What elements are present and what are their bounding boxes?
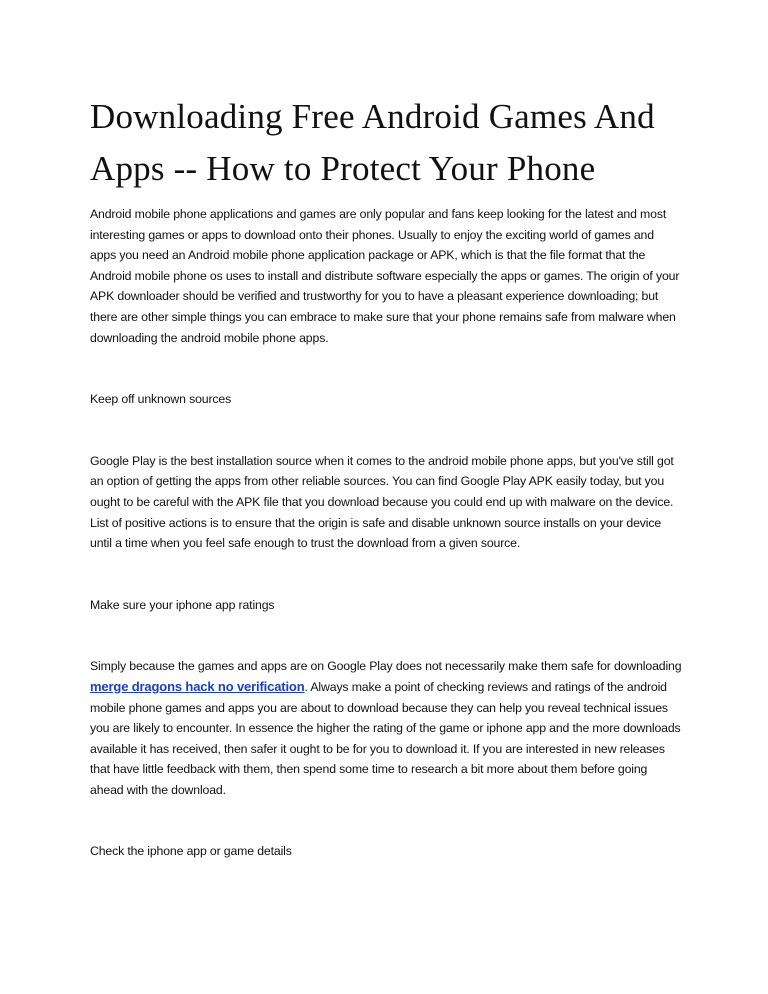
section-heading-app-ratings: Make sure your iphone app ratings [90,597,275,612]
intro-paragraph: Android mobile phone applications and games are only popular and fans keep looking for the latest and most interesting games or apps to download onto their phones. Usually to enjoy the exciting world of games and apps you need an Android mobile phone application package or APK, which is that the file format that the Android mobile phone os uses to install and distribute software especially the apps or games. The origin of your APK downloader should be verified and trustworthy for you to have a pleasant experience downloading; but there are other simple things you can embrace to make sure that your phone remains safe from malware when downloading the android mobile phone apps. [90,207,680,345]
app-ratings-text-after-link: . Always make a point of checking reviews and ratings of the android mobile phone games and apps you are about to download because they can help you reveal technical issues you are likely to encounter. In essence the higher the rating of the game or iphone app and the more downloads available it has received, then safer it ought to be for you to download it. If you are interested in new releases that have little feedback with them, then spend some time to research a bit more about them before going ahead with the download. [90,679,681,797]
app-ratings-text-before-link: Simply because the games and apps are on Google Play does not necessarily make them safe for downloading [90,659,682,674]
merge-dragons-link[interactable]: merge dragons hack no verification [90,678,305,694]
section-heading-unknown-sources: Keep off unknown sources [90,392,232,407]
document-page [90,91,682,862]
unknown-sources-paragraph: Google Play is the best installation source when it comes to the android mobile phone apps, but you've still got an option of getting the apps from other reliable sources. You can find Google Play APK easily today, but you ought to be careful with the APK file that you download because you could end up with malware on the device. List of positive actions is to ensure that the origin is safe and disable unknown source installs on your device until a time when you feel safe enough to trust the download from a given source. [90,453,674,551]
section-heading-app-details: Check the iphone app or game details [90,844,292,859]
app-ratings-paragraph [90,656,682,800]
document-title: Downloading Free Android Games And Apps -- How to Protect Your Phone [90,97,655,188]
